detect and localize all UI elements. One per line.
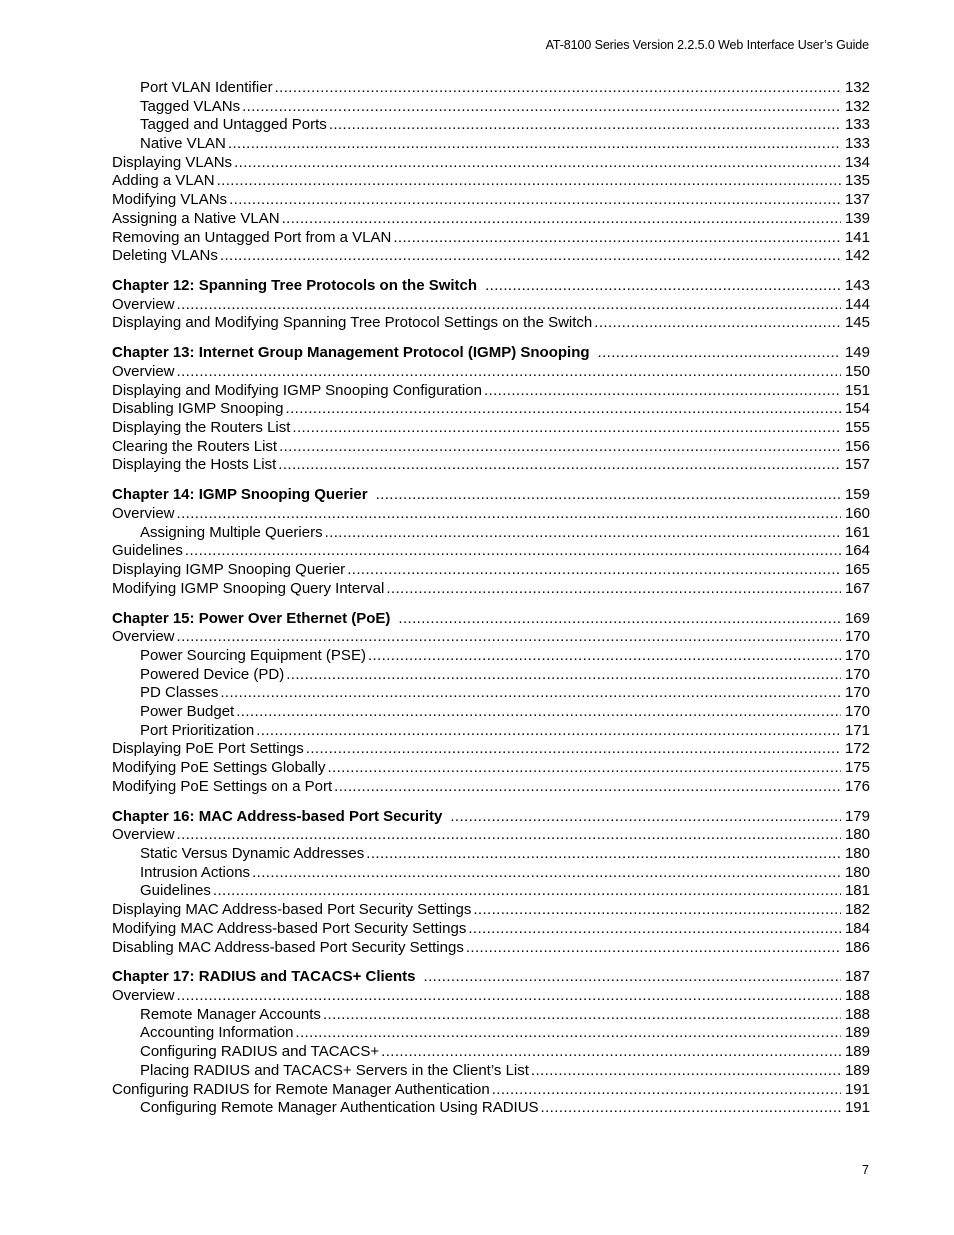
toc-entry-title: Power Sourcing Equipment (PSE) [140,647,366,664]
toc-entry-title: Disabling MAC Address-based Port Security Settings [112,938,464,956]
dot-leader [234,154,841,173]
toc-entry [112,703,870,722]
toc-entry-title: Displaying VLANs [112,153,233,171]
dot-leader [282,210,841,229]
dot-leader [594,314,841,333]
page-number: 7 [862,1163,869,1177]
toc-entry-page: 170 [844,703,870,721]
toc-entry [112,882,870,901]
toc-entry [112,628,870,647]
toc-entry-title: Chapter 14: IGMP Snooping Querier [112,486,368,504]
toc-entry-title: Assigning Multiple Queriers [140,523,323,541]
toc-entry-page: 179 [844,807,870,825]
toc-entry-title: Chapter 13: Internet Group Management Protocol (IGMP) Snooping [112,344,590,362]
table-of-contents [112,79,870,1118]
toc-entry [112,419,870,438]
toc-entry-title: Powered Device (PD) [140,665,285,683]
dot-leader [177,987,841,1006]
toc-entry-page: 154 [844,400,870,418]
toc-entry-title: Static Versus Dynamic Addresses [140,845,365,863]
toc-entry [112,740,870,759]
dot-leader [368,647,841,666]
toc-entry-title: Guidelines [140,882,211,900]
toc-entry-title: Chapter 16: MAC Address-based Port Security [112,807,443,825]
toc-entry-page: 160 [844,505,870,522]
dot-leader [220,684,841,703]
toc-entry-title: Displaying IGMP Snooping Querier [112,561,346,579]
toc-entry [112,314,870,333]
toc-entry-page: 132 [844,97,870,115]
toc-entry-title: Overview [112,363,175,380]
dot-leader [327,759,841,778]
toc-entry-page: 161 [844,523,870,541]
toc-entry-page: 164 [844,542,870,560]
dot-leader [256,722,841,741]
dot-leader [347,561,841,580]
dot-leader [334,778,841,797]
toc-entry [112,456,870,475]
toc-entry [112,505,870,524]
toc-entry-title: Displaying the Hosts List [112,456,277,474]
toc-entry-title: Accounting Information [140,1024,294,1042]
toc-entry-page: 180 [844,826,870,844]
toc-entry [112,1099,870,1118]
toc-entry [112,778,870,797]
toc-entry-page: 176 [844,777,870,795]
toc-entry [112,172,870,191]
toc-entry [112,666,870,685]
dot-leader [229,191,841,210]
dot-leader [381,1043,841,1062]
toc-entry [112,210,870,229]
toc-entry-page: 180 [844,863,870,881]
toc-entry-page: 186 [844,938,870,956]
dot-leader [177,628,841,647]
toc-entry [112,561,870,580]
toc-entry-title: Guidelines [112,542,183,560]
toc-entry-title: Deleting VLANs [112,247,218,265]
toc-entry-page: 149 [844,344,870,362]
toc-entry [112,363,870,382]
toc-chapter-entry [112,486,870,505]
toc-entry [112,759,870,778]
toc-entry [112,524,870,543]
dot-leader [278,456,841,475]
dot-leader [531,1062,841,1081]
toc-entry-page: 143 [844,277,870,295]
toc-entry-title: Power Budget [140,703,235,721]
toc-entry [112,826,870,845]
toc-entry-title: Tagged and Untagged Ports [140,116,327,134]
toc-entry [112,79,870,98]
dot-leader [279,438,841,457]
toc-entry-page: 188 [844,1005,870,1023]
toc-entry-title: Assigning a Native VLAN [112,209,280,227]
toc-entry-page: 170 [844,647,870,664]
toc-entry-page: 189 [844,1061,870,1079]
dot-leader [252,864,841,883]
toc-chapter-entry [112,344,870,363]
toc-entry [112,722,870,741]
toc-entry-title: Modifying MAC Address-based Port Security Settings [112,919,467,937]
dot-leader [484,382,841,401]
toc-entry [112,400,870,419]
toc-entry-page: 134 [844,153,870,171]
toc-entry-page: 171 [844,721,870,739]
toc-chapter-entry [112,277,870,296]
toc-entry-title: Placing RADIUS and TACACS+ Servers in the Client’s List [140,1061,529,1079]
toc-entry-page: 141 [844,228,870,246]
dot-leader [275,79,841,98]
toc-entry-title: Overview [112,628,175,646]
toc-entry-page: 189 [844,1024,870,1042]
toc-entry-title: Port VLAN Identifier [140,79,273,96]
toc-entry-title: Adding a VLAN [112,172,215,190]
toc-entry-page: 156 [844,437,870,455]
toc-entry [112,229,870,248]
dot-leader [242,98,841,117]
dot-leader [424,968,841,987]
toc-entry-title: Native VLAN [140,135,226,153]
toc-entry-page: 132 [844,79,870,96]
toc-entry-page: 188 [844,987,870,1005]
dot-leader [450,808,841,827]
toc-entry-page: 157 [844,456,870,474]
dot-leader [177,826,841,845]
toc-entry [112,191,870,210]
dot-leader [236,703,841,722]
toc-entry [112,116,870,135]
dot-leader [286,400,841,419]
toc-entry-title: Modifying PoE Settings on a Port [112,777,333,795]
toc-entry-page: 187 [844,968,870,986]
toc-entry-title: Configuring Remote Manager Authentication Using RADIUS [140,1099,539,1117]
dot-leader [485,277,841,296]
toc-entry-page: 189 [844,1043,870,1061]
toc-entry-page: 170 [844,684,870,702]
toc-entry-page: 155 [844,419,870,437]
toc-entry-page: 182 [844,901,870,919]
toc-entry-title: Configuring RADIUS for Remote Manager Authentication [112,1080,490,1098]
toc-entry [112,901,870,920]
toc-entry-page: 165 [844,561,870,579]
toc-entry-page: 139 [844,209,870,227]
toc-entry-page: 142 [844,247,870,265]
toc-entry [112,1062,870,1081]
toc-entry [112,1006,870,1025]
toc-entry [112,135,870,154]
toc-entry-page: 170 [844,665,870,683]
toc-entry-title: Displaying MAC Address-based Port Security Settings [112,901,472,919]
toc-entry-page: 169 [844,609,870,627]
toc-entry [112,542,870,561]
dot-leader [220,247,841,266]
toc-entry-page: 144 [844,295,870,313]
toc-entry-title: Modifying IGMP Snooping Query Interval [112,579,385,597]
dot-leader [295,1024,841,1043]
toc-entry-title: Displaying PoE Port Settings [112,740,304,758]
toc-entry-title: Displaying the Routers List [112,419,291,437]
dot-leader [366,845,841,864]
dot-leader [466,939,841,958]
toc-entry [112,438,870,457]
dot-leader [393,229,841,248]
toc-entry-page: 191 [844,1099,870,1117]
dot-leader [323,1006,841,1025]
dot-leader [325,524,841,543]
toc-entry-title: Overview [112,505,175,522]
toc-entry-page: 167 [844,579,870,597]
toc-entry-title: Remote Manager Accounts [140,1005,321,1023]
toc-entry [112,296,870,315]
toc-entry [112,864,870,883]
toc-entry-title: Modifying VLANs [112,191,228,209]
dot-leader [177,296,841,315]
toc-entry [112,580,870,599]
toc-entry-title: Chapter 12: Spanning Tree Protocols on the Switch [112,277,478,295]
dot-leader [398,610,841,629]
toc-entry [112,382,870,401]
toc-entry-title: Overview [112,295,175,313]
toc-entry-page: 172 [844,740,870,758]
toc-entry-page: 137 [844,191,870,209]
toc-entry [112,920,870,939]
toc-entry-title: Overview [112,826,175,844]
dot-leader [329,116,841,135]
dot-leader [213,882,841,901]
toc-entry-page: 170 [844,628,870,646]
toc-entry-title: Intrusion Actions [140,863,251,881]
toc-chapter-entry [112,610,870,629]
toc-entry-title: Disabling IGMP Snooping [112,400,284,418]
toc-entry [112,684,870,703]
toc-entry [112,1043,870,1062]
toc-entry-title: Chapter 15: Power Over Ethernet (PoE) [112,609,391,627]
toc-entry-page: 135 [844,172,870,190]
toc-entry [112,939,870,958]
dot-leader [598,344,841,363]
toc-entry-title: Chapter 17: RADIUS and TACACS+ Clients [112,968,416,986]
toc-entry-title: Tagged VLANs [140,97,241,115]
toc-entry-page: 133 [844,116,870,134]
toc-entry-title: Clearing the Routers List [112,437,278,455]
toc-chapter-entry [112,968,870,987]
toc-entry-page: 150 [844,363,870,380]
dot-leader [468,920,841,939]
toc-entry-title: Displaying and Modifying IGMP Snooping Configuration [112,381,482,399]
dot-leader [286,666,841,685]
toc-entry-page: 159 [844,486,870,504]
dot-leader [376,486,841,505]
dot-leader [185,542,841,561]
toc-entry [112,1081,870,1100]
toc-entry-page: 180 [844,845,870,863]
toc-entry [112,845,870,864]
toc-entry-title: Removing an Untagged Port from a VLAN [112,228,392,246]
dot-leader [177,363,841,382]
toc-entry-page: 191 [844,1080,870,1098]
toc-entry-title: Port Prioritization [140,721,255,739]
toc-entry-page: 133 [844,135,870,153]
toc-entry [112,247,870,266]
toc-entry-page: 181 [844,882,870,900]
toc-entry-page: 151 [844,381,870,399]
dot-leader [386,580,841,599]
toc-entry-page: 145 [844,314,870,332]
toc-entry [112,98,870,117]
dot-leader [228,135,841,154]
toc-entry-title: Displaying and Modifying Spanning Tree Protocol Settings on the Switch [112,314,593,332]
dot-leader [492,1081,841,1100]
toc-entry-page: 175 [844,759,870,777]
toc-entry-title: Configuring RADIUS and TACACS+ [140,1043,380,1061]
toc-entry-title: Overview [112,987,175,1005]
toc-entry-title: Modifying PoE Settings Globally [112,759,326,777]
toc-entry-page: 184 [844,919,870,937]
toc-entry [112,647,870,666]
running-header: AT-8100 Series Version 2.2.5.0 Web Interface User’s Guide [545,38,869,52]
toc-entry [112,987,870,1006]
dot-leader [306,740,841,759]
dot-leader [541,1099,841,1118]
toc-entry-title: PD Classes [140,684,219,702]
toc-entry [112,154,870,173]
dot-leader [177,505,841,524]
dot-leader [473,901,841,920]
dot-leader [292,419,841,438]
toc-entry [112,1024,870,1043]
dot-leader [217,172,841,191]
toc-chapter-entry [112,808,870,827]
